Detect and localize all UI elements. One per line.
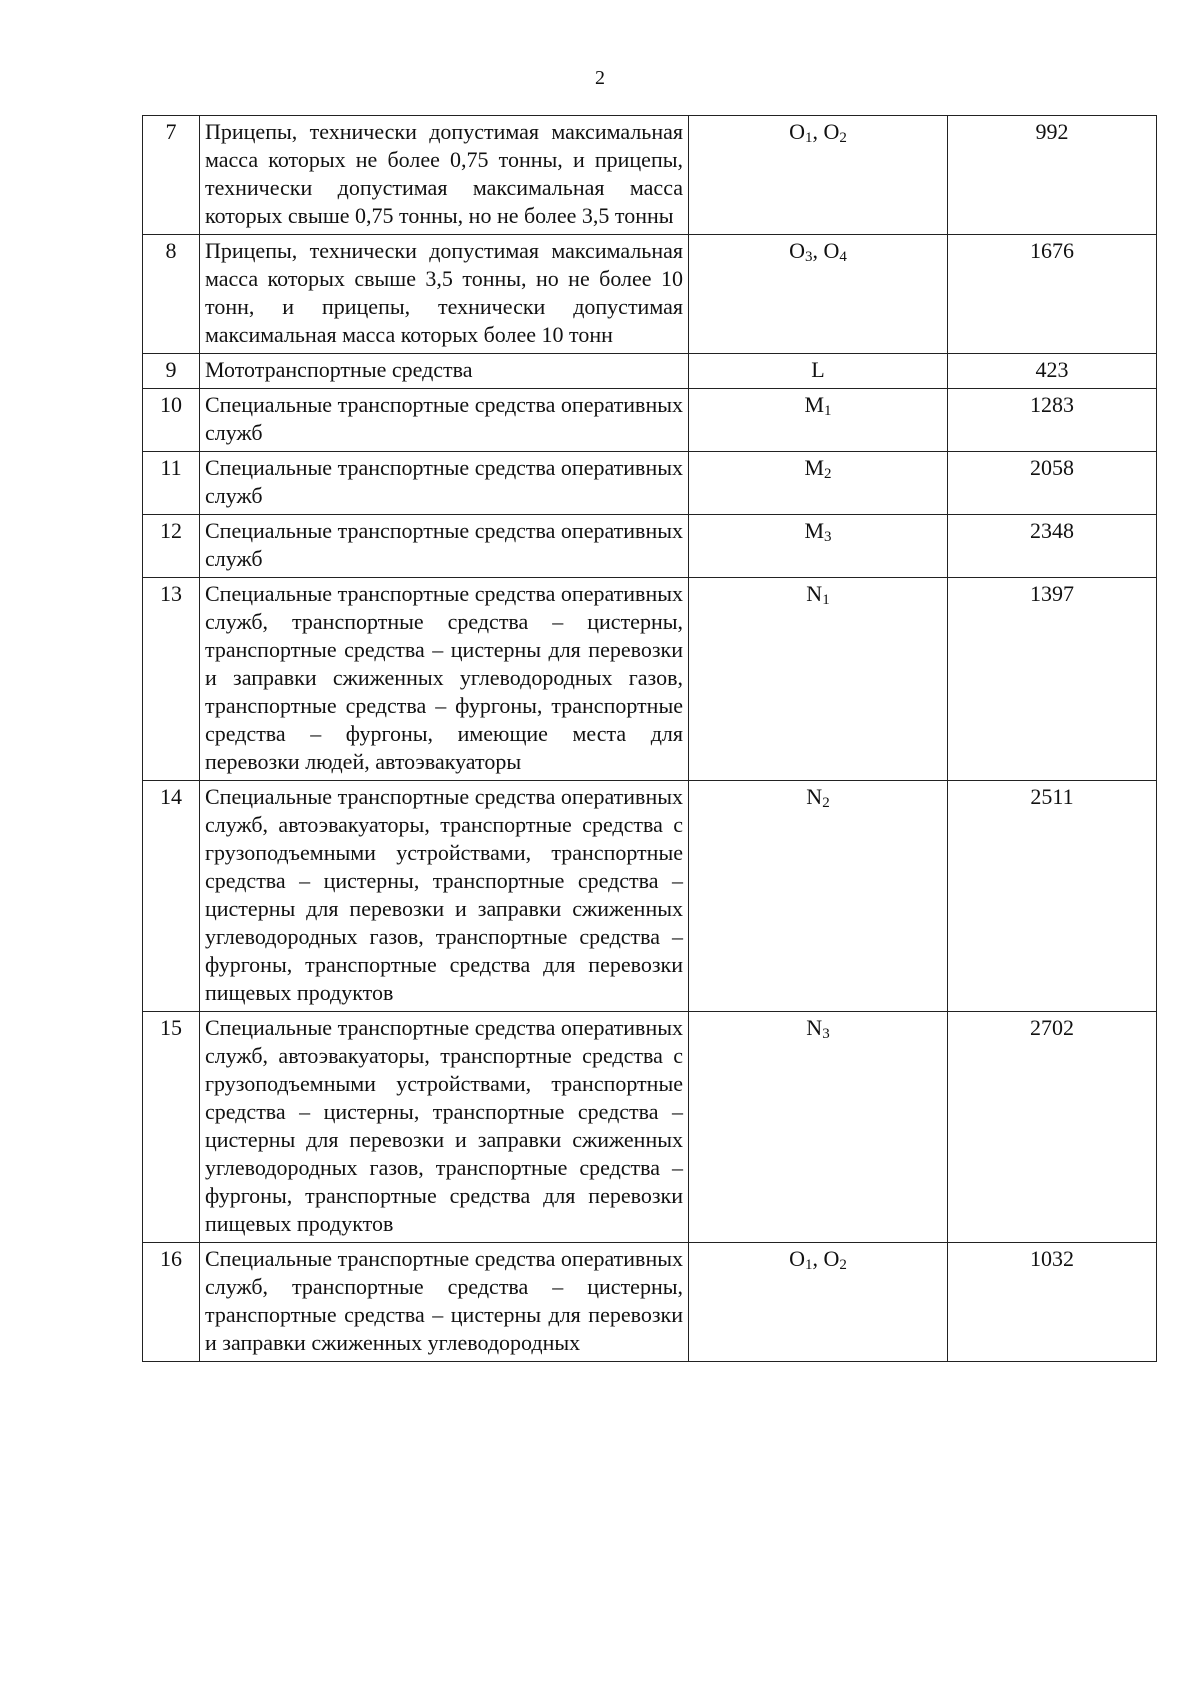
- row-number-cell: 10: [143, 389, 200, 452]
- table-row: [143, 354, 1157, 389]
- category-subscript: 1: [805, 130, 813, 146]
- row-number-cell: 12: [143, 515, 200, 578]
- category-subscript: 4: [839, 249, 847, 265]
- description-cell: Специальные транспортные средства оперативных служб: [200, 452, 689, 515]
- category-cell: [689, 354, 948, 389]
- category-letter: M: [804, 518, 825, 543]
- description-cell: Специальные транспортные средства оперативных служб, автоэвакуаторы, транспортные средства с грузоподъемными устройствами, транспортные средства – цистерны, транспортные средства – цистерны для перевозки и заправки сжиженных углеводородных газов, транспортные средства – фургоны, транспортные средства для перевозки пищевых продуктов: [200, 781, 689, 1012]
- category-cell: [689, 578, 948, 781]
- vehicle-category-table: [142, 115, 1157, 1362]
- category-subscript: 1: [805, 1257, 813, 1273]
- row-number-cell: 8: [143, 235, 200, 354]
- table-row: [143, 515, 1157, 578]
- category-subscript: 1: [824, 403, 832, 419]
- table-row: [143, 235, 1157, 354]
- description-cell: Специальные транспортные средства оперативных служб, автоэвакуаторы, транспортные средства с грузоподъемными устройствами, транспортные средства – цистерны, транспортные средства – цистерны для перевозки и заправки сжиженных углеводородных газов, транспортные средства – фургоны, транспортные средства для перевозки пищевых продуктов: [200, 1012, 689, 1243]
- value-cell: 2348: [948, 515, 1157, 578]
- value-cell: 1032: [948, 1243, 1157, 1362]
- table-row: [143, 1243, 1157, 1362]
- value-cell: 1283: [948, 389, 1157, 452]
- category-letter: L: [811, 357, 825, 382]
- table-row: [143, 578, 1157, 781]
- row-number-cell: 9: [143, 354, 200, 389]
- table-row: [143, 452, 1157, 515]
- category-cell: [689, 1012, 948, 1243]
- description-cell: Специальные транспортные средства оперативных служб: [200, 389, 689, 452]
- category-letter: M: [804, 392, 825, 417]
- category-letter: N: [806, 581, 823, 606]
- category-cell: [689, 515, 948, 578]
- category-letter: N: [806, 784, 823, 809]
- row-number-cell: 13: [143, 578, 200, 781]
- value-cell: 1676: [948, 235, 1157, 354]
- table-row: [143, 1012, 1157, 1243]
- value-cell: 992: [948, 116, 1157, 235]
- category-letter: O: [823, 238, 840, 263]
- row-number-cell: 11: [143, 452, 200, 515]
- row-number-cell: 14: [143, 781, 200, 1012]
- value-cell: 2058: [948, 452, 1157, 515]
- value-cell: 2511: [948, 781, 1157, 1012]
- row-number-cell: 7: [143, 116, 200, 235]
- row-number-cell: 16: [143, 1243, 200, 1362]
- category-separator: ,: [812, 119, 824, 144]
- category-cell: [689, 235, 948, 354]
- category-subscript: 2: [839, 130, 847, 146]
- row-number-cell: 15: [143, 1012, 200, 1243]
- category-cell: [689, 781, 948, 1012]
- category-cell: [689, 452, 948, 515]
- category-letter: O: [789, 238, 805, 263]
- page-number: 2: [595, 67, 605, 89]
- category-letter: N: [806, 1015, 823, 1040]
- table-row: [143, 389, 1157, 452]
- category-subscript: 2: [839, 1257, 847, 1273]
- category-letter: M: [804, 455, 825, 480]
- category-subscript: 2: [822, 795, 830, 811]
- category-separator: ,: [812, 238, 824, 263]
- category-separator: ,: [812, 1246, 824, 1271]
- description-cell: Прицепы, технически допустимая максимальная масса которых не более 0,75 тонны, и прицепы, технически допустимая максимальная масса которых свыше 0,75 тонны, но не более 3,5 тонны: [200, 116, 689, 235]
- table-row: [143, 116, 1157, 235]
- value-cell: 423: [948, 354, 1157, 389]
- category-letter: O: [789, 1246, 805, 1271]
- category-letter: O: [823, 1246, 840, 1271]
- table-row: [143, 781, 1157, 1012]
- category-subscript: 2: [824, 466, 832, 482]
- category-subscript: 3: [805, 249, 813, 265]
- category-cell: [689, 389, 948, 452]
- value-cell: 2702: [948, 1012, 1157, 1243]
- category-subscript: 1: [822, 592, 830, 608]
- category-cell: [689, 116, 948, 235]
- category-letter: O: [823, 119, 840, 144]
- description-cell: Специальные транспортные средства оперативных служб, транспортные средства – цистерны, транспортные средства – цистерны для перевозки и заправки сжиженных углеводородных газов, транспортные средства – фургоны, транспортные средства – фургоны, имеющие места для перевозки людей, автоэвакуаторы: [200, 578, 689, 781]
- description-cell: Специальные транспортные средства оперативных служб, транспортные средства – цистерны, транспортные средства – цистерны для перевозки и заправки сжиженных углеводородных: [200, 1243, 689, 1362]
- description-cell: Мототранспортные средства: [200, 354, 689, 389]
- description-cell: Прицепы, технически допустимая максимальная масса которых свыше 3,5 тонны, но не более 10 тонн, и прицепы, технически допустимая максимальная масса которых более 10 тонн: [200, 235, 689, 354]
- category-subscript: 3: [822, 1026, 830, 1042]
- category-cell: [689, 1243, 948, 1362]
- category-subscript: 3: [824, 529, 832, 545]
- description-cell: Специальные транспортные средства оперативных служб: [200, 515, 689, 578]
- table-body: [143, 116, 1157, 1362]
- category-letter: O: [789, 119, 805, 144]
- value-cell: 1397: [948, 578, 1157, 781]
